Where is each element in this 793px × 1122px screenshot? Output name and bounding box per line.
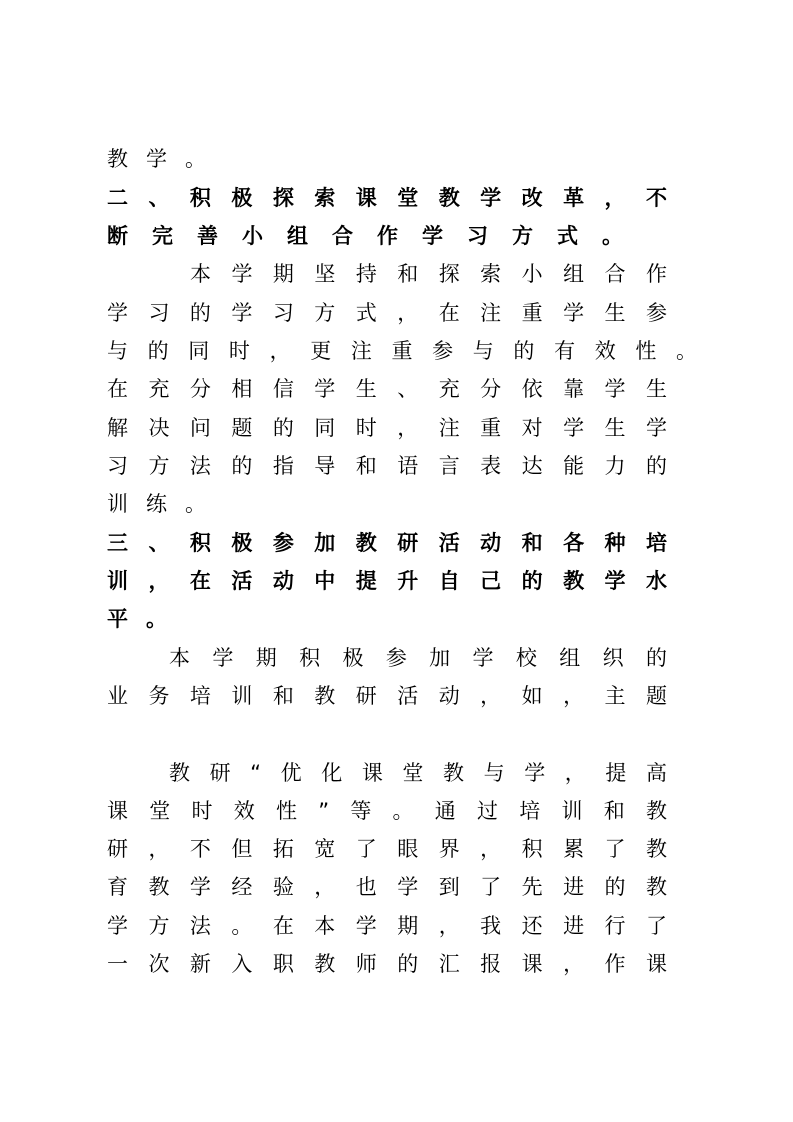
- text-line: 训练。: [107, 492, 224, 516]
- text-line: 教学。: [107, 147, 224, 171]
- section-heading: 训，在活动中提升自己的教学水: [107, 569, 667, 593]
- text-line: 解决问题的同时，注重对学生学: [107, 416, 667, 440]
- text-line: 学习的学习方式，在注重学生参: [107, 301, 667, 325]
- section-heading: 二、积极探索课堂教学改革，不: [107, 186, 667, 210]
- text-line: 与的同时，更注重参与的有效性。: [107, 339, 697, 363]
- text-line: 育教学经验，也学到了先进的教: [107, 875, 667, 899]
- text-line: 课堂时效性”等。通过培训和教: [107, 799, 667, 823]
- text-line: 在充分相信学生、充分依靠学生: [107, 377, 667, 401]
- section-heading: 平。: [107, 607, 185, 631]
- text-line: 研，不但拓宽了眼界，积累了教: [107, 837, 667, 861]
- section-heading: 断完善小组合作学习方式。: [107, 224, 647, 248]
- text-line: 学方法。在本学期，我还进行了: [107, 914, 667, 938]
- paragraph-first-line: 教研“优化课堂教与学，提高: [169, 761, 667, 785]
- text-line: 业务培训和教研活动，如，主题: [107, 684, 667, 708]
- paragraph-first-line: 本学期坚持和探索小组合作: [190, 262, 667, 286]
- text-line: 习方法的指导和语言表达能力的: [107, 454, 667, 478]
- text-line: 一次新入职教师的汇报课，作课: [107, 952, 667, 976]
- paragraph-first-line: 本学期积极参加学校组织的: [169, 646, 667, 670]
- section-heading: 三、积极参加教研活动和各种培: [107, 531, 667, 555]
